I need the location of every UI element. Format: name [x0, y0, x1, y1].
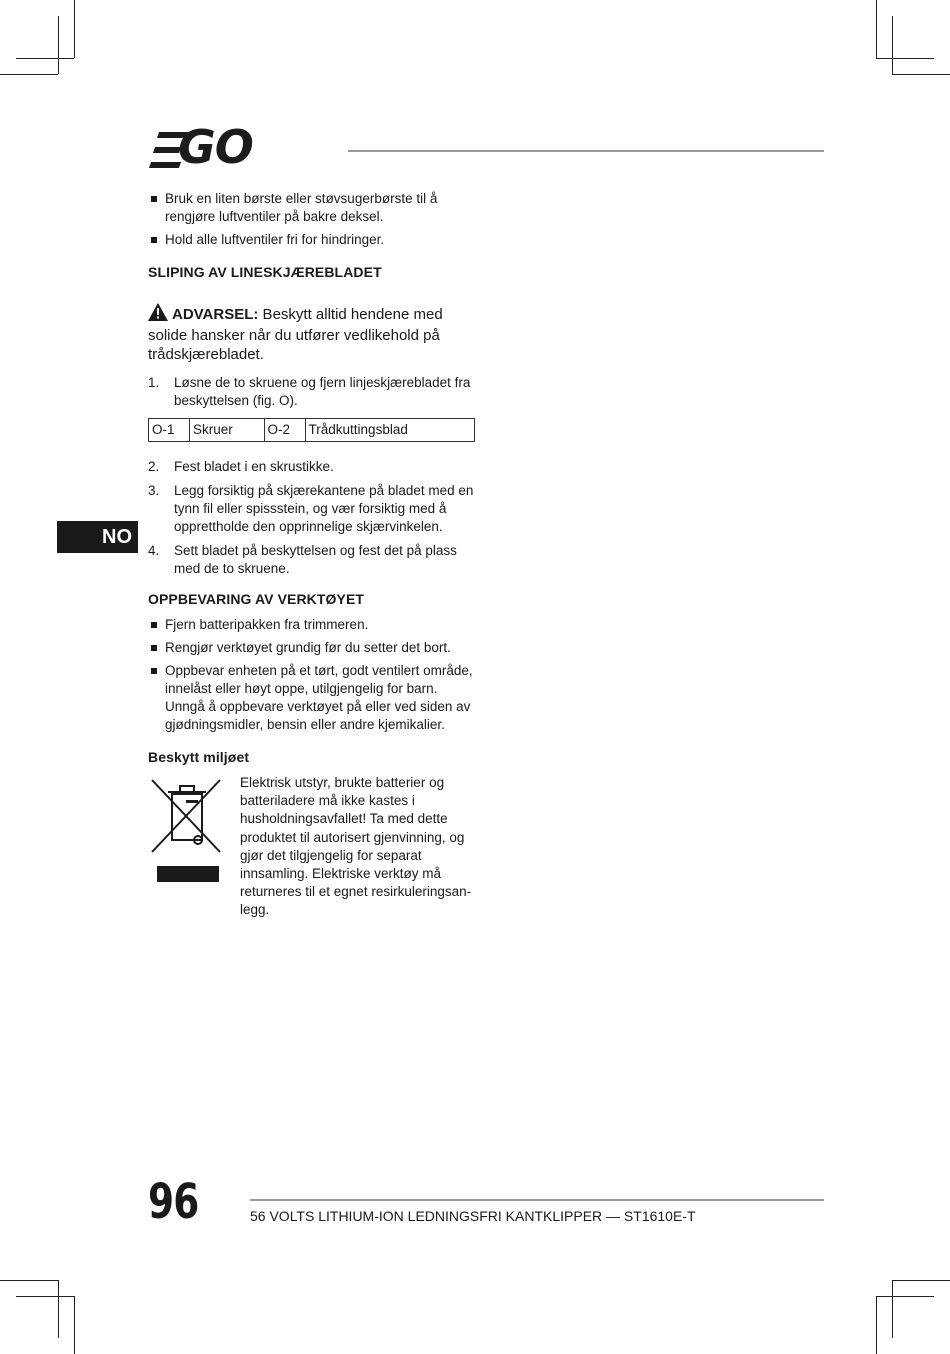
step-text: Legg forsiktig på skjærekantene på bladet med en tynn fil eller spissstein, og vær forsiktig med å opprettholde den opprinnelige skjærvinkelen.	[174, 483, 474, 534]
list-item	[148, 482, 478, 536]
list-item	[148, 374, 478, 410]
footer-title: 56 VOLTS LITHIUM-ION LEDNINGSFRI KANTKLIPPER — ST1610E-T	[250, 1208, 696, 1224]
step-text: Løsne de to skruene og fjern linjeskjærebladet fra beskyttelsen (fig. O).	[174, 375, 471, 408]
warning-triangle-icon	[148, 303, 168, 326]
environment-text: Elektrisk utstyr, brukte batterier og batteriladere må ikke kastes i husholdningsavfallet! Ta med dette produktet til autorisert gjenvinning, og gjør det tilgjengelig for separat innsamling. Elektriske verktøy må returneres til et egnet resirkuleringsan-legg.	[240, 775, 472, 918]
heading-storage: OPPBEVARING AV VERKTØYET	[148, 591, 365, 607]
crop-mark	[16, 58, 74, 59]
list-item	[148, 542, 478, 578]
language-tab: NO	[57, 521, 138, 553]
logo-wordmark: GO	[178, 120, 253, 174]
crop-mark	[892, 16, 893, 74]
crop-mark	[58, 1280, 59, 1338]
warning-block	[148, 303, 478, 364]
list-item: Oppbevar enheten på et tørt, godt ventilert område, innelåst eller høyt oppe, utilgjengelig for barn. Unngå å oppbevare verktøyet på eller ved siden av gjødningsmidler, bensin eller andre kjemikalier.	[148, 662, 478, 734]
step-number: 4.	[148, 543, 160, 558]
header-rule	[348, 150, 824, 152]
crop-mark	[892, 74, 950, 75]
heading-environment: Beskytt miljøet	[148, 749, 250, 765]
steps-list-1	[148, 374, 478, 410]
parts-table	[148, 418, 475, 442]
crop-mark	[58, 16, 59, 74]
steps-list-2	[148, 458, 478, 578]
warning-text: Beskytt alltid hendene med solide hansker når du utfører vedlikehold på trådskjærebladet.	[148, 306, 443, 363]
crop-mark	[74, 0, 75, 58]
ego-logo	[148, 120, 332, 174]
crop-mark	[876, 58, 934, 59]
crop-mark	[876, 0, 877, 58]
part-code: O-1	[149, 419, 190, 442]
crop-mark	[0, 1280, 58, 1281]
part-code: O-2	[264, 419, 305, 442]
part-label: Skruer	[190, 419, 265, 442]
heading-sharpening: SLIPING AV LINESKJÆREBLADET	[148, 264, 382, 280]
crop-mark	[16, 1296, 74, 1297]
table-row	[149, 419, 475, 442]
step-number: 3.	[148, 483, 160, 498]
footer-rule	[250, 1199, 824, 1201]
step-number: 1.	[148, 375, 160, 390]
environment-block	[148, 774, 478, 920]
crop-mark	[892, 1280, 893, 1338]
step-text: Fest bladet i en skrustikke.	[174, 459, 334, 474]
weee-crossed-bin-icon	[148, 774, 240, 886]
intro-bullets	[148, 190, 478, 249]
list-item: Hold alle luftventiler fri for hindringer.	[148, 231, 478, 249]
page-number: 96	[148, 1174, 199, 1230]
list-item	[148, 458, 478, 476]
storage-bullets	[148, 616, 478, 734]
step-text: Sett bladet på beskyttelsen og fest det på plass med de to skruene.	[174, 543, 457, 576]
crop-mark	[74, 1296, 75, 1354]
crop-mark	[0, 74, 58, 75]
crop-mark	[892, 1280, 950, 1281]
step-number: 2.	[148, 459, 160, 474]
part-label: Trådkuttingsblad	[305, 419, 474, 442]
crop-mark	[876, 1296, 877, 1354]
crop-mark	[876, 1296, 934, 1297]
list-item: Bruk en liten børste eller støvsugerbørste til å rengjøre luftventiler på bakre deksel.	[148, 190, 478, 226]
list-item: Rengjør verktøyet grundig før du setter det bort.	[148, 639, 478, 657]
main-column	[148, 190, 478, 920]
warning-label: ADVARSEL:	[172, 306, 259, 323]
list-item: Fjern batteripakken fra trimmeren.	[148, 616, 478, 634]
